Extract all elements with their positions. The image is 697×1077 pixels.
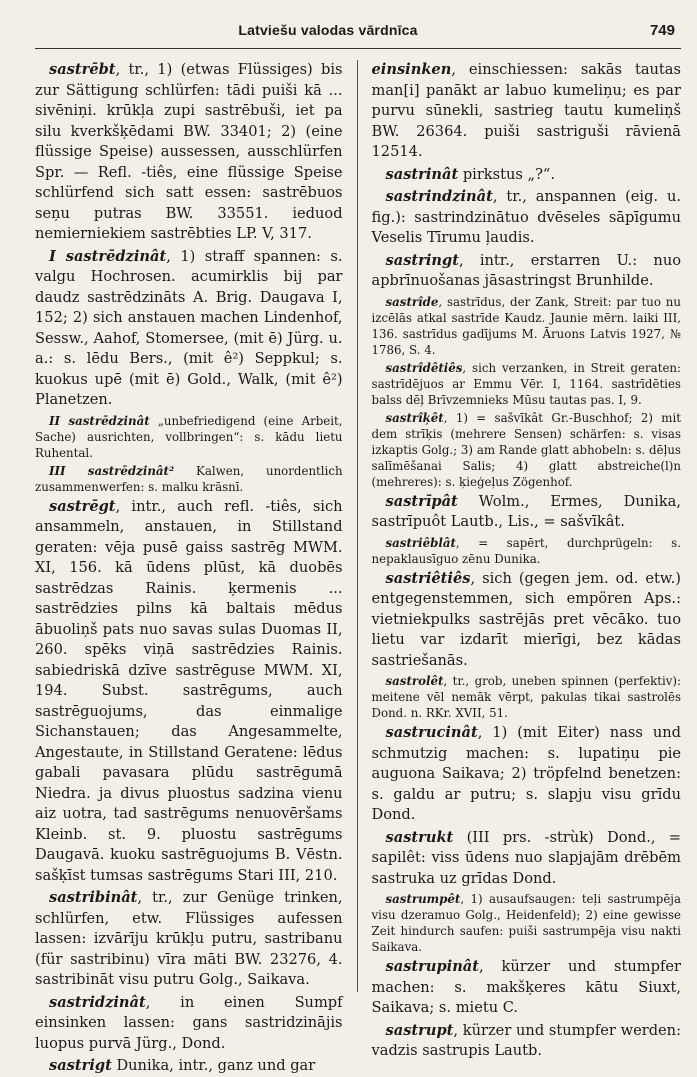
entry-headword: sastrîde	[385, 294, 439, 309]
right-column	[371, 60, 681, 1059]
entry-headword: sastrinât	[385, 165, 459, 183]
entry-headword: einsinken	[371, 61, 452, 78]
dictionary-entry: sastrīpât Wolm., Ermes, Dunika, sastrīpuôt Lautb., Lis., = sašvīkât.	[371, 492, 681, 530]
dictionary-entry: sastringt, intr., erstarren U.: nuo apbrīnuošanas jāsastringst Brunhilde.	[371, 251, 681, 289]
dictionary-entry: sastriêblât, = sapērt, durchprügeln: s. nepaklausīguo zēnu Dunika.	[371, 535, 681, 566]
entry-headword: sastrolêt	[385, 674, 444, 688]
entry-headword: sastridzinât	[49, 993, 146, 1011]
entry-headword: II sastrēdzinât	[49, 413, 150, 428]
dictionary-entry: sastrumpêt, 1) ausaufsaugen: teļi sastrumpēja visu dzeramuo Golg., Heidenfeld); 2) eine gewisse Zeit hindurch saufen: puiši sastrumpēja visu nakti Saikava.	[371, 892, 681, 954]
dictionary-entry: sastrîde, sastrīdus, der Zank, Streit: par tuo nu izcēlās atkal sastrīde Kaudz. Jaunie mērn. laiki III, 136. sastrīdus gadījums M. Āruons Latvis 1927, № 1786, S. 4.	[371, 294, 681, 357]
entry-headword: sastrindzinât	[385, 188, 493, 205]
page-number: 749	[649, 22, 675, 39]
entry-headword: sastribinât	[49, 889, 138, 906]
entry-headword: sastrumpêt	[385, 892, 461, 906]
entry-headword: sastrēgt	[49, 497, 116, 515]
dictionary-entry: sastrupinât, kürzer und stumpfer machen: s. makšķeres kātu Siuxt, Saikava; s. mietu C.	[371, 958, 681, 1016]
entry-headword: sastrîdêtiês	[385, 360, 463, 375]
page-header	[35, 22, 681, 46]
dictionary-entry: sastrindzinât, tr., anspannen (eig. u. fig.): sastrindzinātuo dvēseles sāpīgumu Veselis Tīrumu ļaudis.	[371, 188, 681, 246]
dictionary-entry: sastrupt, kürzer und stumpfer werden: vadzis sastrupis Lautb.	[371, 1021, 681, 1059]
entry-headword: sastrucinât	[385, 724, 478, 741]
header-rule	[35, 48, 681, 49]
dictionary-entry: sastrîdêtiês, sich verzanken, in Streit geraten: sastrīdējuos ar Emmu Vēr. I, 1164. sastrīdēties balss dēļ Brīvzemnieks Mūsu tautas pas. I, 9.	[371, 360, 681, 407]
entry-headword: sastrîķêt	[385, 410, 444, 425]
two-column-body	[35, 60, 681, 1074]
dictionary-entry: sastrigt Dunika, intr., ganz und gar	[49, 1057, 316, 1074]
dictionary-entry: sastribinât, tr., zur Genüge trinken, schlürfen, etw. Flüssiges aufessen lassen: izvārīju krūkļu putru, sastribanu (für sastribinu) vīra māti BW. 23276, 4. sastribināt visu putru Golg., Saikava.	[35, 889, 343, 988]
entry-headword: sastrukt	[385, 828, 454, 846]
entry-headword: III sastrēdzinât²	[49, 463, 175, 478]
entry-headword: sastrēbt	[49, 61, 116, 78]
left-column	[35, 60, 343, 1074]
entry-headword: sastrīpât	[385, 492, 458, 510]
entry-headword: sastrupinât	[385, 958, 479, 975]
dictionary-entry: sastridzinât, in einen Sumpf einsinken lassen: gans sastridzinājis luopus purvā Jürg., Dond.	[35, 993, 343, 1052]
running-title: Latviešu valodas vārdnīca	[238, 22, 418, 38]
dictionary-entry: I sastrēdzinât, 1) straff spannen: s. valgu Hochrosen. acumirklis bij par daudz sastrēdzināts A. Brig. Daugava I, 152; 2) sich anstauen machen Lindenhof, Sessw., Aahof, Stomersee, (mit ē) Jürg. u. a.: s. lēdu Bers., (mit ê²) Seppkul; s. kuokus upē (mit ē) Gold., Walk, (mit ê²) Planetzen.	[35, 247, 343, 408]
dictionary-entry: sastrîķêt, 1) = sašvīkât Gr.-Buschhof; 2) mit dem strīķis (mehrere Sensen) schärfen: s. visas izkaptis Golg.; 3) am Rande glatt abhobeln: s. dēļus salīmēšanai Salis; 4) glatt abstreiche(l)n (mehreres): s. ķieģeļus Zögenhof.	[371, 410, 681, 489]
dictionary-entry: sastrēbt, tr., 1) (etwas Flüssiges) bis zur Sättigung schlürfen: tādi puiši kā ... sivēniņi. krūkļa zupi sastrēbuši, iet pa silu kverkšķēdami BW. 33401; 2) (eine flüssige Speise) aussessen, ausschlürfen Spr. — Refl. -tiês, eine flüssige Speise schlürfend sich satt essen: sastrēbuos seņu putras BW. 33551. ieduod nemierniekiem sastrēbties LP. V, 317.	[35, 61, 343, 242]
column-divider	[357, 60, 358, 992]
dictionary-entry: III sastrēdzinât² Kalwen, unordentlich zusammenwerfen: s. malku krāsnī.	[35, 463, 343, 494]
dictionary-entry: sastriêtiês, sich (gegen jem. od. etw.) entgegenstemmen, sich empören Aps.: vietniekpulks sastrējās pret vēcāko. tuo lietu var izdarīt mierīgi, bez kādas sastriešanās.	[371, 569, 681, 669]
entry-headword: sastriêtiês	[385, 569, 471, 587]
dictionary-entry: sastrukt (III prs. -strùk) Dond., = sapilêt: viss ūdens nuo slapjajām drēbēm sastruka uz grīdas Dond.	[371, 828, 681, 887]
dictionary-entry: sastrēgt, intr., auch refl. -tiês, sich ansammeln, anstauen, in Stillstand geraten: vēja pusē gaiss sastrēg MWM. XI, 156. kā ūdens plūst, kā duobēs sastrēdzas Rainis. ķermenis ... sastrēdzies pilns kā baltais mēdus ābuoliņš pats nuo savas sulas Duomas II, 260. spēks viņā sastrēdzies Rainis. sabiedriskā dzīve sastrēguse MWM. XI, 194. Subst. sastrēgums, auch sastrēguojums, das einmalige Sichanstauen; das Angesammelte, Angestaute, in Stillstand Geratene: lēdus gabali pavasara plūdu sastrēgumā Niedra. ja divus pluostus sadzina vienu aiz uotra, tad sastrēgums nenuovēršams Kleinb. st. 9. pluostu sastrēgums Daugavā. kuoku sastrēguojums B. Vēstn. sašķīst tumsas sastrēgums Stari III, 210.	[35, 497, 343, 884]
dictionary-entry: sastrucinât, 1) (mit Eiter) nass und schmutzig machen: s. lupatiņu pie auguona Saikava; 2) tröpfelnd benetzen: s. galdu ar putru; s. slapju visu grīdu Dond.	[371, 724, 681, 823]
entry-headword: sastrigt	[49, 1057, 112, 1074]
entry-headword: sastringt	[385, 251, 459, 269]
entry-headword: I sastrēdzinât	[49, 247, 167, 265]
dictionary-entry: einsinken, einschiessen: sakās tautas man[i] panākt ar labuo kumeliņu; es par purvu sūnekli, sastrieg tautu kumeliņš BW. 26364. puiši sastriguši rāvienā 12514.	[371, 61, 681, 160]
entry-headword: sastriêblât	[385, 535, 456, 550]
entry-headword: sastrupt	[385, 1021, 454, 1039]
dictionary-entry: sastrolêt, tr., grob, uneben spinnen (perfektiv): meitene vēl nemāk vērpt, pakulas tikai sastrolēs Dond. n. RKr. XVII, 51.	[371, 674, 681, 720]
dictionary-entry: sastrinât pirkstus „?“.	[385, 165, 556, 183]
dictionary-entry: II sastrēdzinât „unbefriedigend (eine Arbeit, Sache) ausrichten, vollbringen“: s. kādu lietu Ruhental.	[35, 413, 343, 460]
